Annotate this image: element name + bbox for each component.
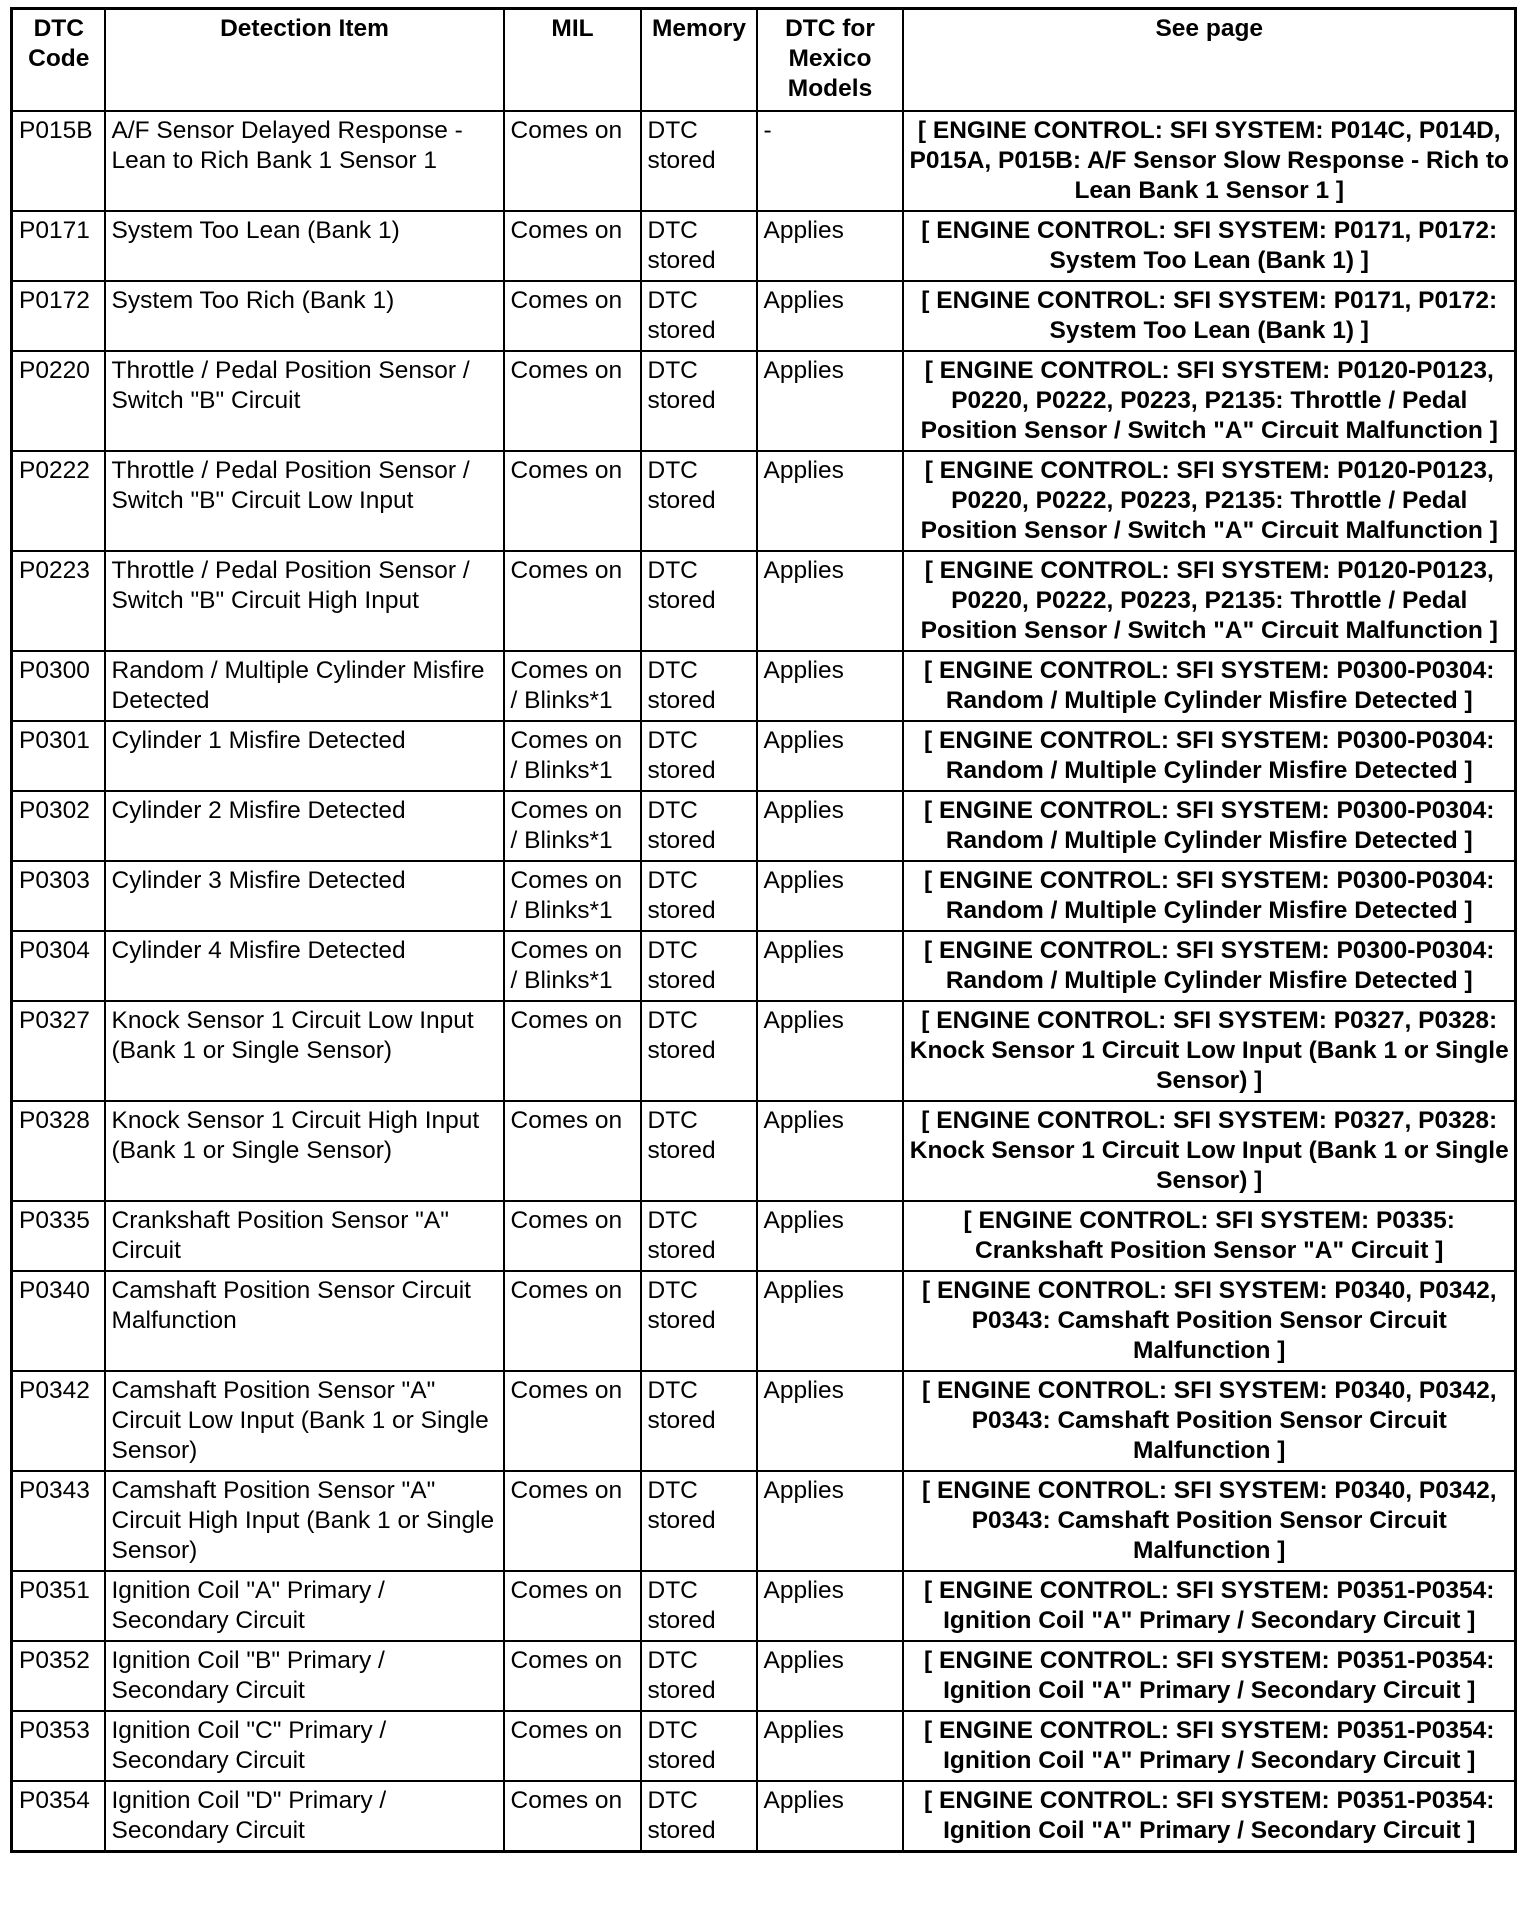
dtc-code: P0354 [12,1781,105,1852]
header-mil: MIL [504,9,641,111]
table-row [12,451,1516,551]
mil-status: Comes on [504,1641,641,1711]
detection-item: System Too Rich (Bank 1) [105,281,504,351]
dtc-code: P0301 [12,721,105,791]
see-page-link[interactable]: [ ENGINE CONTROL: SFI SYSTEM: P0351-P0354: Ignition Coil "A" Primary / Secondary Circuit ] [903,1641,1516,1711]
table-row [12,351,1516,451]
mil-status: Comes on [504,1101,641,1201]
mexico-applies: Applies [757,1571,903,1641]
mil-status: Comes on [504,1001,641,1101]
see-page-link[interactable]: [ ENGINE CONTROL: SFI SYSTEM: P0300-P0304: Random / Multiple Cylinder Misfire Detected ] [903,651,1516,721]
see-page-link[interactable]: [ ENGINE CONTROL: SFI SYSTEM: P0335: Crankshaft Position Sensor "A" Circuit ] [903,1201,1516,1271]
mil-status: Comes on [504,1571,641,1641]
see-page-link[interactable]: [ ENGINE CONTROL: SFI SYSTEM: P0327, P0328: Knock Sensor 1 Circuit Low Input (Bank 1 or Single Sensor) ] [903,1101,1516,1201]
table-row [12,1641,1516,1711]
see-page-link[interactable]: [ ENGINE CONTROL: SFI SYSTEM: P0300-P0304: Random / Multiple Cylinder Misfire Detected ] [903,861,1516,931]
mil-status: Comes on [504,1271,641,1371]
dtc-code: P0353 [12,1711,105,1781]
memory-status: DTC stored [641,931,757,1001]
mil-status: Comes on [504,551,641,651]
table-row [12,1001,1516,1101]
table-header [12,9,1516,111]
mexico-applies: Applies [757,551,903,651]
see-page-link[interactable]: [ ENGINE CONTROL: SFI SYSTEM: P0340, P0342, P0343: Camshaft Position Sensor Circuit Malfunction ] [903,1271,1516,1371]
mil-status: Comes on [504,211,641,281]
dtc-code: P0302 [12,791,105,861]
mexico-applies: Applies [757,351,903,451]
see-page-link[interactable]: [ ENGINE CONTROL: SFI SYSTEM: P0171, P0172: System Too Lean (Bank 1) ] [903,281,1516,351]
table-row [12,721,1516,791]
table-row [12,1471,1516,1571]
detection-item: Camshaft Position Sensor Circuit Malfunction [105,1271,504,1371]
table-row [12,861,1516,931]
detection-item: Ignition Coil "D" Primary / Secondary Circuit [105,1781,504,1852]
dtc-code: P0171 [12,211,105,281]
see-page-link[interactable]: [ ENGINE CONTROL: SFI SYSTEM: P0120-P0123, P0220, P0222, P0223, P2135: Throttle / Pedal Position Sensor / Switch "A" Circuit Malfunction ] [903,451,1516,551]
dtc-code: P0340 [12,1271,105,1371]
detection-item: Cylinder 2 Misfire Detected [105,791,504,861]
table-row [12,1201,1516,1271]
table-row [12,551,1516,651]
header-detection-item: Detection Item [105,9,504,111]
table-row [12,931,1516,1001]
mexico-applies: Applies [757,651,903,721]
mexico-applies: Applies [757,861,903,931]
see-page-link[interactable]: [ ENGINE CONTROL: SFI SYSTEM: P0300-P0304: Random / Multiple Cylinder Misfire Detected ] [903,721,1516,791]
detection-item: Throttle / Pedal Position Sensor / Switch "B" Circuit Low Input [105,451,504,551]
mexico-applies: Applies [757,1371,903,1471]
table-row [12,651,1516,721]
detection-item: Crankshaft Position Sensor "A" Circuit [105,1201,504,1271]
dtc-code: P0343 [12,1471,105,1571]
mexico-applies: Applies [757,1201,903,1271]
detection-item: A/F Sensor Delayed Response - Lean to Rich Bank 1 Sensor 1 [105,111,504,211]
table-row [12,211,1516,281]
dtc-code: P0304 [12,931,105,1001]
detection-item: Throttle / Pedal Position Sensor / Switch "B" Circuit High Input [105,551,504,651]
memory-status: DTC stored [641,1471,757,1571]
dtc-code: P0352 [12,1641,105,1711]
see-page-link[interactable]: [ ENGINE CONTROL: SFI SYSTEM: P0351-P0354: Ignition Coil "A" Primary / Secondary Circuit ] [903,1781,1516,1852]
mil-status: Comes on [504,351,641,451]
dtc-code: P0222 [12,451,105,551]
memory-status: DTC stored [641,281,757,351]
detection-item: System Too Lean (Bank 1) [105,211,504,281]
table-body [12,111,1516,1852]
see-page-link[interactable]: [ ENGINE CONTROL: SFI SYSTEM: P014C, P014D, P015A, P015B: A/F Sensor Slow Response - Rich to Lean Bank 1 Sensor 1 ] [903,111,1516,211]
see-page-link[interactable]: [ ENGINE CONTROL: SFI SYSTEM: P0120-P0123, P0220, P0222, P0223, P2135: Throttle / Pedal Position Sensor / Switch "A" Circuit Malfunction ] [903,351,1516,451]
header-see-page: See page [903,9,1516,111]
mexico-applies: Applies [757,931,903,1001]
detection-item: Ignition Coil "A" Primary / Secondary Circuit [105,1571,504,1641]
memory-status: DTC stored [641,551,757,651]
mil-status: Comes on / Blinks*1 [504,861,641,931]
mexico-applies: Applies [757,281,903,351]
memory-status: DTC stored [641,1641,757,1711]
mexico-applies: Applies [757,721,903,791]
mil-status: Comes on [504,281,641,351]
mexico-applies: Applies [757,211,903,281]
mexico-applies: Applies [757,791,903,861]
memory-status: DTC stored [641,1101,757,1201]
see-page-link[interactable]: [ ENGINE CONTROL: SFI SYSTEM: P0340, P0342, P0343: Camshaft Position Sensor Circuit Malfunction ] [903,1371,1516,1471]
table-row [12,1781,1516,1852]
mil-status: Comes on [504,1711,641,1781]
mil-status: Comes on [504,1201,641,1271]
memory-status: DTC stored [641,1711,757,1781]
table-row [12,111,1516,211]
mexico-applies: - [757,111,903,211]
detection-item: Ignition Coil "B" Primary / Secondary Circuit [105,1641,504,1711]
detection-item: Throttle / Pedal Position Sensor / Switch "B" Circuit [105,351,504,451]
memory-status: DTC stored [641,1781,757,1852]
mexico-applies: Applies [757,1471,903,1571]
see-page-link[interactable]: [ ENGINE CONTROL: SFI SYSTEM: P0351-P0354: Ignition Coil "A" Primary / Secondary Circuit ] [903,1711,1516,1781]
see-page-link[interactable]: [ ENGINE CONTROL: SFI SYSTEM: P0120-P0123, P0220, P0222, P0223, P2135: Throttle / Pedal Position Sensor / Switch "A" Circuit Malfunction ] [903,551,1516,651]
detection-item: Camshaft Position Sensor "A" Circuit High Input (Bank 1 or Single Sensor) [105,1471,504,1571]
dtc-table [10,7,1517,1853]
detection-item: Cylinder 4 Misfire Detected [105,931,504,1001]
mexico-applies: Applies [757,451,903,551]
header-dtc-mexico: DTC for Mexico Models [757,9,903,111]
memory-status: DTC stored [641,1001,757,1101]
memory-status: DTC stored [641,1571,757,1641]
mil-status: Comes on [504,1781,641,1852]
detection-item: Camshaft Position Sensor "A" Circuit Low Input (Bank 1 or Single Sensor) [105,1371,504,1471]
table-row [12,1101,1516,1201]
dtc-code: P0351 [12,1571,105,1641]
table-row [12,281,1516,351]
see-page-link[interactable]: [ ENGINE CONTROL: SFI SYSTEM: P0171, P0172: System Too Lean (Bank 1) ] [903,211,1516,281]
memory-status: DTC stored [641,211,757,281]
mil-status: Comes on [504,1471,641,1571]
table-row [12,1711,1516,1781]
see-page-link[interactable]: [ ENGINE CONTROL: SFI SYSTEM: P0351-P0354: Ignition Coil "A" Primary / Secondary Circuit ] [903,1571,1516,1641]
see-page-link[interactable]: [ ENGINE CONTROL: SFI SYSTEM: P0300-P0304: Random / Multiple Cylinder Misfire Detected ] [903,791,1516,861]
mil-status: Comes on / Blinks*1 [504,931,641,1001]
see-page-link[interactable]: [ ENGINE CONTROL: SFI SYSTEM: P0327, P0328: Knock Sensor 1 Circuit Low Input (Bank 1 or Single Sensor) ] [903,1001,1516,1101]
dtc-code: P0223 [12,551,105,651]
dtc-table-page [10,7,1517,1853]
detection-item: Cylinder 3 Misfire Detected [105,861,504,931]
memory-status: DTC stored [641,1201,757,1271]
mexico-applies: Applies [757,1781,903,1852]
mil-status: Comes on [504,1371,641,1471]
table-row [12,1371,1516,1471]
mexico-applies: Applies [757,1711,903,1781]
detection-item: Knock Sensor 1 Circuit Low Input (Bank 1 or Single Sensor) [105,1001,504,1101]
memory-status: DTC stored [641,1271,757,1371]
memory-status: DTC stored [641,861,757,931]
memory-status: DTC stored [641,111,757,211]
see-page-link[interactable]: [ ENGINE CONTROL: SFI SYSTEM: P0340, P0342, P0343: Camshaft Position Sensor Circuit Malfunction ] [903,1471,1516,1571]
dtc-code: P0300 [12,651,105,721]
memory-status: DTC stored [641,651,757,721]
mil-status: Comes on [504,111,641,211]
mexico-applies: Applies [757,1001,903,1101]
memory-status: DTC stored [641,351,757,451]
detection-item: Cylinder 1 Misfire Detected [105,721,504,791]
detection-item: Knock Sensor 1 Circuit High Input (Bank 1 or Single Sensor) [105,1101,504,1201]
dtc-code: P0342 [12,1371,105,1471]
dtc-code: P0327 [12,1001,105,1101]
memory-status: DTC stored [641,791,757,861]
mil-status: Comes on / Blinks*1 [504,651,641,721]
memory-status: DTC stored [641,721,757,791]
dtc-code: P0335 [12,1201,105,1271]
dtc-code: P0303 [12,861,105,931]
detection-item: Ignition Coil "C" Primary / Secondary Circuit [105,1711,504,1781]
mil-status: Comes on / Blinks*1 [504,721,641,791]
mil-status: Comes on / Blinks*1 [504,791,641,861]
mil-status: Comes on [504,451,641,551]
dtc-code: P0220 [12,351,105,451]
table-row [12,791,1516,861]
table-row [12,1571,1516,1641]
dtc-code: P015B [12,111,105,211]
header-row [12,9,1516,111]
table-row [12,1271,1516,1371]
memory-status: DTC stored [641,1371,757,1471]
mexico-applies: Applies [757,1641,903,1711]
header-dtc-code: DTC Code [12,9,105,111]
mexico-applies: Applies [757,1271,903,1371]
detection-item: Random / Multiple Cylinder Misfire Detected [105,651,504,721]
see-page-link[interactable]: [ ENGINE CONTROL: SFI SYSTEM: P0300-P0304: Random / Multiple Cylinder Misfire Detected ] [903,931,1516,1001]
mexico-applies: Applies [757,1101,903,1201]
dtc-code: P0328 [12,1101,105,1201]
dtc-code: P0172 [12,281,105,351]
memory-status: DTC stored [641,451,757,551]
header-memory: Memory [641,9,757,111]
